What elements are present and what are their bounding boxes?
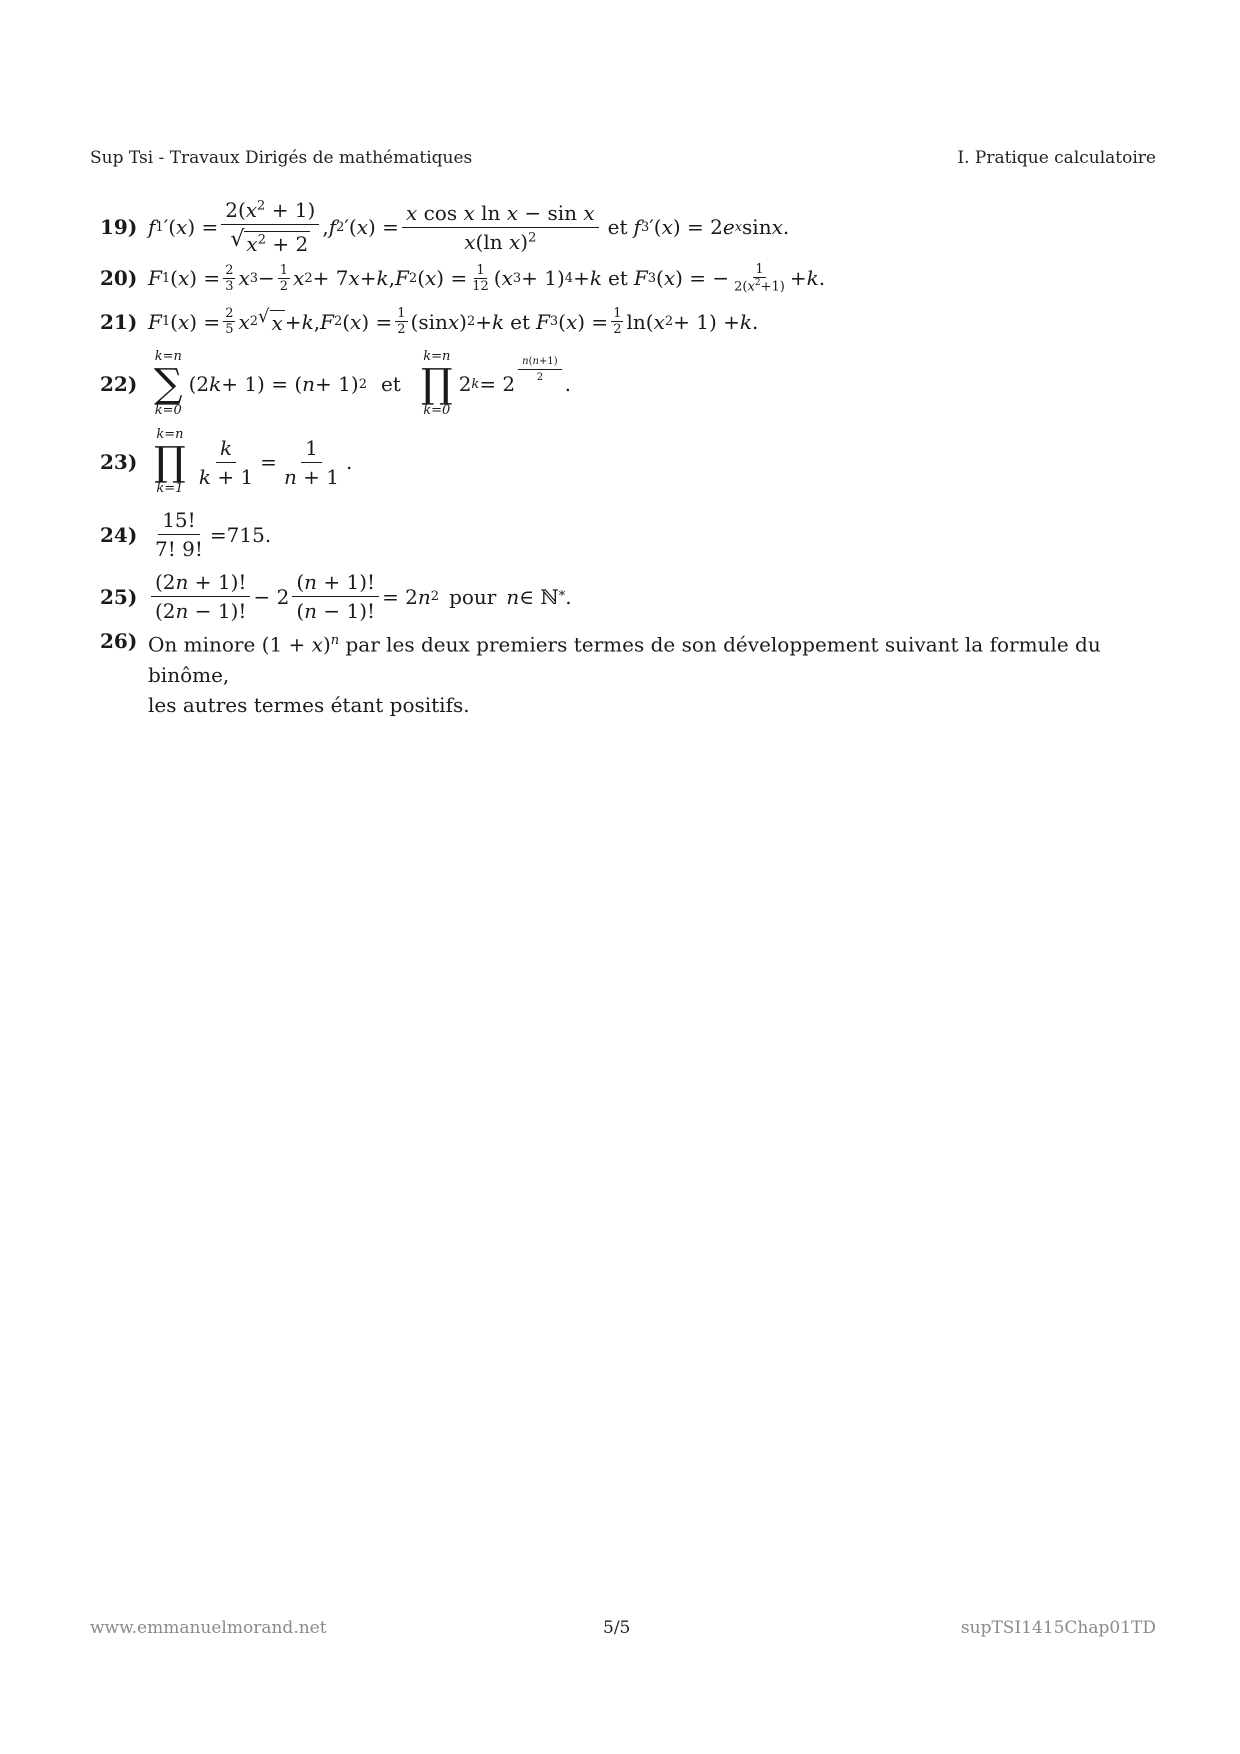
formula-25: $\frac{(2n + 1)!}{(2n - 1)!}$ − 2 $\frac{(n + 1)!}{(n - 1)!}$ = 2 n 2 pour n ∈ ℕ * . — [148, 570, 572, 623]
exercise-22 — [100, 350, 1160, 419]
word-pour: pour — [449, 584, 497, 609]
item-number: 20) — [100, 266, 138, 291]
item-number: 25) — [100, 584, 138, 609]
result-value: 715 — [226, 522, 265, 547]
word-et: et — [607, 215, 628, 239]
footer-website: www.emmanuelmorand.net — [90, 1618, 327, 1638]
item-number: 24) — [100, 522, 138, 547]
exercise-24 — [100, 508, 1160, 561]
exercise-19 — [100, 198, 1160, 256]
word-et: et — [380, 372, 401, 397]
word-et: et — [510, 309, 530, 334]
item-number: 23) — [100, 450, 138, 475]
exercise-25 — [100, 570, 1160, 623]
formula-23: k=n ∏ k=1 $\frac{k}{k + 1}$ = $\frac{1}{n + 1}$ . — [154, 427, 353, 497]
header-right: I. Pratique calculatoire — [957, 148, 1156, 168]
word-et: et — [607, 266, 628, 291]
header-left: Sup Tsi - Travaux Dirigés de mathématiques — [90, 148, 473, 168]
formula-24: $\frac{15!}{7! 9!}$ = 715 . — [155, 508, 272, 561]
page-number: 5/5 — [603, 1618, 631, 1638]
item-number: 19) — [100, 215, 138, 239]
exercise-26 — [100, 626, 1160, 720]
item-number: 21) — [100, 309, 138, 334]
item-number: 22) — [100, 372, 138, 397]
exercise-21 — [100, 306, 1160, 337]
footer-document-id: supTSI1415Chap01TD — [960, 1618, 1156, 1638]
formula-20: F 1 ( x ) = $\frac{2}{3}$ x 3 − $\frac{1}{2}$ x 2 + 7 x + k , F 2 ( x ) = $\frac{1}{12}$ ( x 3 + 1) 4 + k et F 3 ( x ) = − $\frac{1}{2(x^2+1)}$ + k . — [148, 262, 826, 295]
formula-21: F 1 ( x ) = $\frac{2}{5}$ x 2 √ x + k , F 2 ( x ) = $\frac{1}{2}$ (sin x ) 2 + k et F 3 ( x ) = $\frac{1}{2}$ ln( x 2 + 1) + k . — [148, 306, 759, 337]
formula-22: k=n ∑ k=0 (2 k + 1) = ( n + 1) 2 et k=n ∏ k=0 2 k = 2 $\frac{n(n+1)}{2}$ . — [154, 349, 571, 419]
formula-19: f 1 ′( x ) = $2(x^2 + 1)$ √ $x^2 + 2$ , f 2 ′( x ) = $\frac{\text{x cos x ln x − sin x}}{x(\ln x)^2}$ et f 3 ′( x ) = 2 e x sin x . — [148, 198, 790, 256]
exercise-20 — [100, 262, 1160, 294]
exercise-23 — [100, 428, 1160, 497]
item-number: 26) — [100, 629, 138, 653]
exercise-26-text: On minore $(1 + x)^n$ par les deux premiers termes de son développement suivant la formule du binôme, les autres termes étant positifs. — [148, 632, 1101, 717]
